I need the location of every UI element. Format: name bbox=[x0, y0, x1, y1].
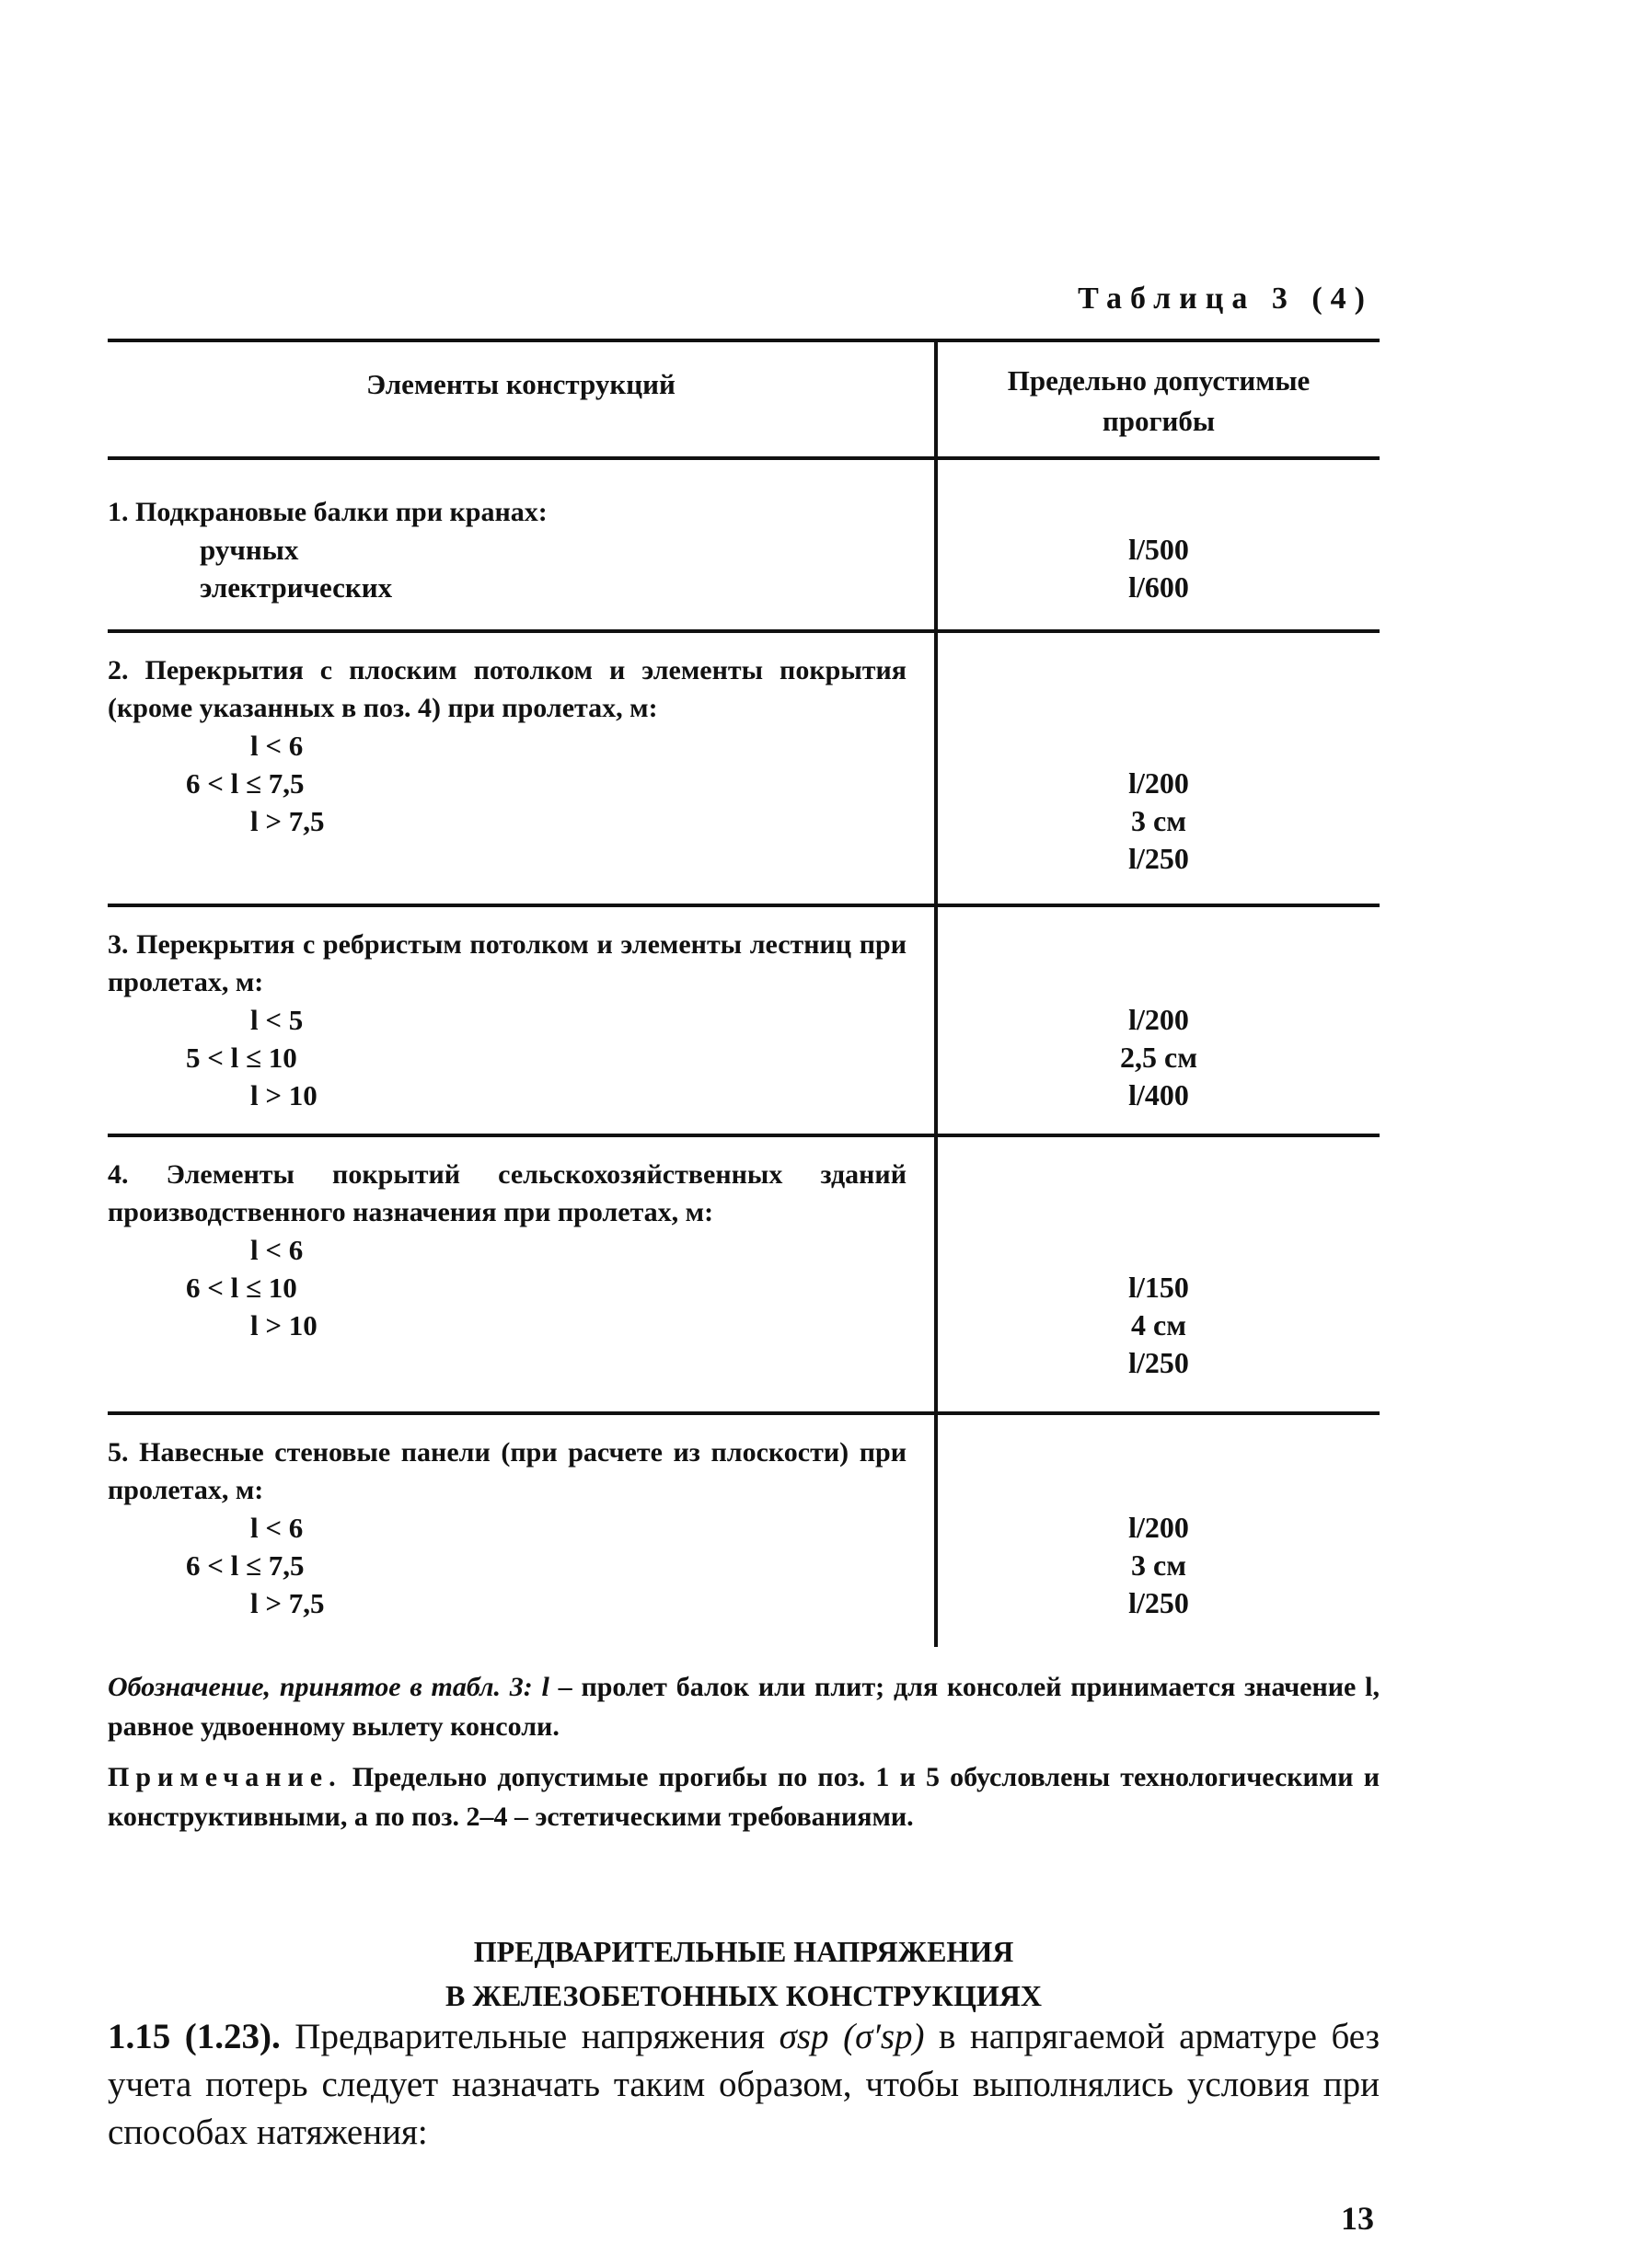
row-value: l/250 bbox=[1128, 842, 1189, 875]
header-col-deflections-line2: прогибы bbox=[1102, 405, 1216, 437]
row-value: 2,5 см bbox=[1120, 1041, 1197, 1074]
row-elements-cell bbox=[108, 1433, 907, 1622]
row-value: 3 см bbox=[1131, 1548, 1186, 1582]
row-sub-label: 5 < l ≤ 10 bbox=[186, 1042, 297, 1074]
row-rule bbox=[108, 629, 1380, 633]
table-remark bbox=[108, 1757, 1380, 1836]
row-rule bbox=[108, 1411, 1380, 1415]
clause-text-before: Предварительные напряжения bbox=[280, 2017, 780, 2056]
row-value: l/200 bbox=[1128, 1003, 1189, 1036]
row-elements-cell bbox=[108, 651, 907, 840]
row-value: l/200 bbox=[1128, 1511, 1189, 1544]
section-heading-line1: ПРЕДВАРИТЕЛЬНЫЕ НАПРЯЖЕНИЯ bbox=[473, 1935, 1014, 1968]
row-value: l/200 bbox=[1128, 766, 1189, 800]
row-title: 1. Подкрановые балки при кранах: bbox=[108, 497, 548, 527]
row-value: l/600 bbox=[1128, 570, 1189, 604]
row-rule bbox=[108, 1134, 1380, 1137]
remark-label: Примечание. bbox=[108, 1762, 342, 1792]
deflection-table bbox=[108, 339, 1380, 1647]
designation-note bbox=[108, 1667, 1380, 1746]
row-value: l/500 bbox=[1128, 533, 1189, 566]
row-value: l/250 bbox=[1128, 1586, 1189, 1619]
table-top-rule bbox=[108, 339, 1380, 342]
table-caption: Таблица 3 (4) bbox=[1078, 282, 1373, 316]
row-sub-label: l > 7,5 bbox=[250, 1587, 325, 1619]
row-title: 2. Перекрытия с плоским потолком и элементы покрытия (кроме указанных в поз. 4) при пролетах, м: bbox=[108, 655, 907, 723]
row-sub-label: 6 < l ≤ 7,5 bbox=[186, 1549, 305, 1582]
clause-number: 1.15 (1.23). bbox=[108, 2017, 281, 2056]
header-rule bbox=[108, 456, 1380, 460]
row-rule bbox=[108, 904, 1380, 907]
row-value: l/400 bbox=[1128, 1078, 1189, 1111]
row-value: l/250 bbox=[1128, 1346, 1189, 1379]
designation-note-italic: Обозначение, принятое в табл. 3: l bbox=[108, 1672, 549, 1702]
clause-paragraph bbox=[108, 2013, 1380, 2157]
row-elements-cell bbox=[108, 1156, 907, 1344]
row-title: 3. Перекрытия с ребристым потолком и элементы лестниц при пролетах, м: bbox=[108, 929, 907, 997]
sigma-prime-sp-symbol: (σ′sp) bbox=[843, 2017, 925, 2056]
row-sub-label: 6 < l ≤ 10 bbox=[186, 1272, 297, 1304]
row-value: 4 см bbox=[1131, 1308, 1186, 1341]
row-sub-label: l > 7,5 bbox=[250, 805, 325, 837]
row-sub-label: 6 < l ≤ 7,5 bbox=[186, 767, 305, 800]
row-elements-cell bbox=[108, 926, 907, 1114]
row-sub-label: l < 5 bbox=[250, 1004, 304, 1036]
row-sub-label: l > 10 bbox=[250, 1309, 318, 1341]
sigma-sp-symbol: σsp bbox=[779, 2017, 829, 2056]
page-number: 13 bbox=[1341, 2200, 1374, 2237]
row-title: 4. Элементы покрытий сельскохозяйственных зданий производственного назначения при пролетах, м: bbox=[108, 1159, 907, 1227]
clause-text-after: в напрягаемой арматуре без учета потерь следует назначать таким образом, чтобы выполнялись условия при способах натяжения: bbox=[108, 2017, 1380, 2152]
row-title: 5. Навесные стеновые панели (при расчете из плоскости) при пролетах, м: bbox=[108, 1437, 907, 1505]
designation-note-text: – пролет балок или плит; для консолей принимается значение l, равное удвоенному вылету консоли. bbox=[108, 1672, 1380, 1742]
row-value: 3 см bbox=[1131, 804, 1186, 837]
section-heading-line2: В ЖЕЛЕЗОБЕТОННЫХ КОНСТРУКЦИЯХ bbox=[445, 1979, 1042, 2012]
row-sub-label: l < 6 bbox=[250, 1512, 304, 1544]
row-value: l/150 bbox=[1128, 1271, 1189, 1304]
row-sub-label: l > 10 bbox=[250, 1079, 318, 1111]
header-col-deflections bbox=[938, 361, 1380, 442]
row-sub-label: ручных bbox=[200, 534, 299, 566]
remark-text: Предельно допустимые прогибы по поз. 1 и 5 обусловлены технологическими и конструктивными, а по поз. 2–4 – эстетическими требованиями. bbox=[108, 1762, 1380, 1832]
row-sub-label: электрических bbox=[200, 571, 393, 604]
header-col-deflections-line1: Предельно допустимые bbox=[1007, 364, 1311, 397]
header-col-elements: Элементы конструкций bbox=[366, 368, 676, 400]
row-elements-cell bbox=[108, 493, 907, 606]
row-sub-label: l < 6 bbox=[250, 730, 304, 762]
row-sub-label: l < 6 bbox=[250, 1234, 304, 1266]
